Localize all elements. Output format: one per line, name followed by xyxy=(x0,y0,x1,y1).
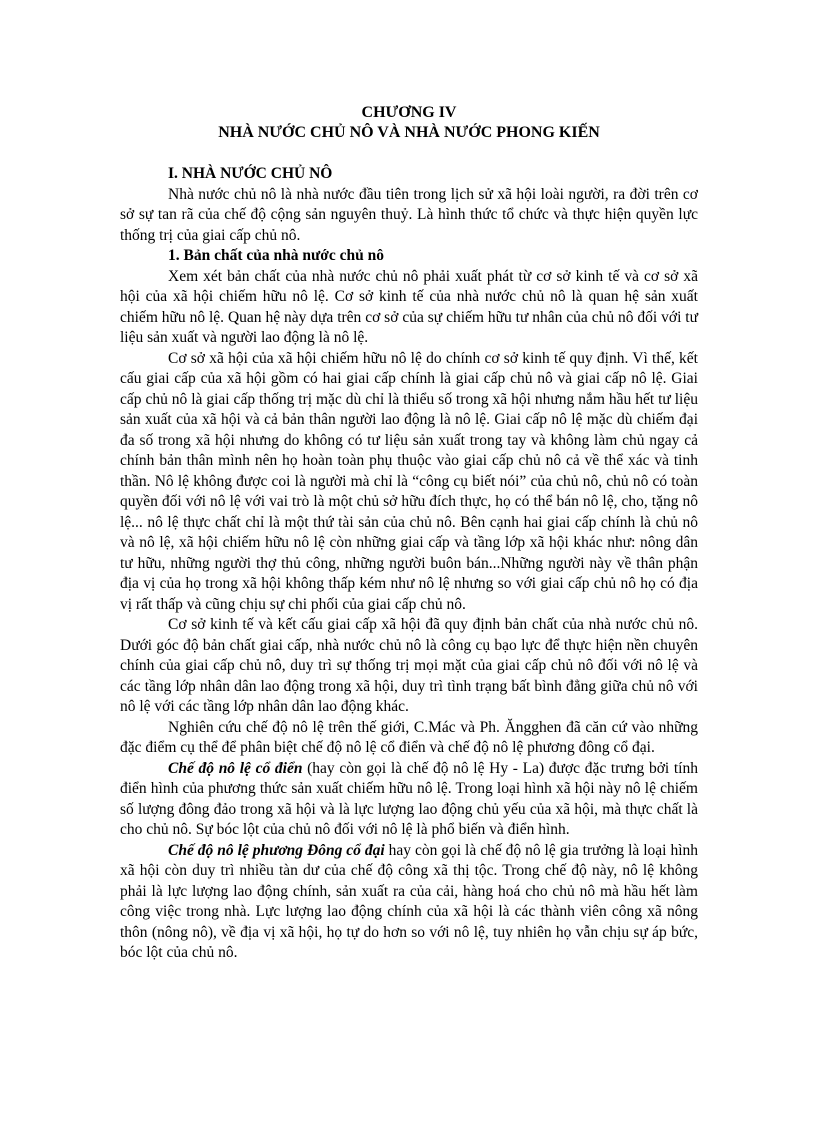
section-heading: I. NHÀ NƯỚC CHỦ NÔ xyxy=(168,165,333,182)
intro-paragraph: Nhà nước chủ nô là nhà nước đầu tiên trong lịch sử xã hội loài người, ra đời trên cơ sở sự tan rã của chế độ cộng sản nguyên thuỷ. Là hình thức tổ chức và thực hiện quyền lực thống trị của giai cấp chủ nô. xyxy=(120,185,698,244)
paragraph-social-basis: Cơ sở xã hội của xã hội chiếm hữu nô lệ do chính cơ sở kinh tế quy định. Vì thế, kết cấu giai cấp của xã hội gồm có hai giai cấp chính là giai cấp chủ nô và giai cấp nô lệ. Giai cấp chủ nô là giai cấp thống trị mặc dù chỉ là thiểu số trong xã hội nhưng nắm hầu hết tư liệu sản xuất của xã hội và cả bản thân người lao động là nô lệ. Giai cấp nô lệ mặc dù chiếm đại đa số trong xã hội nhưng do không có tư liệu sản xuất trong tay và không làm chủ ngay cả chính bản thân mình nên họ hoàn toàn phụ thuộc vào giai cấp chủ nô cả về thể xác và tinh thần. Nô lệ không được coi là người mà chỉ là “công cụ biết nói” của chủ nô, chủ nô có toàn quyền đối với nô lệ với vai trò là một chủ sở hữu đích thực, họ có thể bán nô lệ, cho, tặng nô lệ... nô lệ thực chất chỉ là một thứ tài sản của chủ nô. Bên cạnh hai giai cấp chính là chủ nô và nô lệ, xã hội chiếm hữu nô lệ còn những giai cấp và tầng lớp xã hội khác như: nông dân tư hữu, những người thợ thủ công, những người buôn bán...Những người này về thân phận địa vị của họ trong xã hội không thấp kém như nô lệ nhưng so với giai cấp chủ nô họ có địa vị rất thấp và cũng chịu sự chi phối của giai cấp chủ nô. xyxy=(120,349,698,613)
paragraph-classical-slavery xyxy=(120,759,698,841)
classical-slavery-text: (hay còn gọi là chế độ nô lệ Hy - La) được đặc trưng bởi tính điển hình của phương thức sản xuất chiếm hữu nô lệ. Trong loại hình xã hội này nô lệ chiếm số lượng đông đảo trong xã hội và là lực lượng lao động chủ yếu của xã hội, mà thực chất là cho chủ nô. Sự bóc lột của chủ nô đối với nô lệ là phổ biến và điển hình. xyxy=(120,759,698,838)
paragraph-eastern-slavery xyxy=(120,841,698,964)
chapter-number: CHƯƠNG IV xyxy=(361,104,457,121)
subheading-nature: 1. Bản chất của nhà nước chủ nô xyxy=(168,247,384,264)
eastern-slavery-text: hay còn gọi là chế độ nô lệ gia trưởng là loại hình xã hội còn duy trì nhiều tàn dư của chế độ công xã thị tộc. Trong chế độ này, nô lệ không phải là lực lượng lao động chính, sản xuất ra của cải, hàng hoá cho chủ nô mà hầu hết làm công việc trong nhà. Lực lượng lao động chính của xã hội là các thành viên công xã nông thôn (nông nô), về địa vị xã hội, họ tự do hơn so với nô lệ, tuy nhiên họ vẫn chịu sự áp bức, bóc lột của chủ nô. xyxy=(120,841,698,961)
paragraph-class-nature: Cơ sở kinh tế và kết cấu giai cấp xã hội đã quy định bản chất của nhà nước chủ nô. Dưới góc độ bản chất giai cấp, nhà nước chủ nô là công cụ bạo lực để thực hiện nền chuyên chính của giai cấp chủ nô, duy trì sự thống trị mọi mặt của giai cấp chủ nô đối với nô lệ và các tầng lớp nhân dân lao động trong xã hội, duy trì tình trạng bất bình đẳng giữa chủ nô với nô lệ với các tầng lớp nhân dân lao động khác. xyxy=(120,616,698,715)
chapter-title: NHÀ NƯỚC CHỦ NÔ VÀ NHÀ NƯỚC PHONG KIẾN xyxy=(218,124,600,141)
term-classical-slavery: Chế độ nô lệ cổ điển xyxy=(168,759,303,777)
paragraph-economic-basis: Xem xét bản chất của nhà nước chủ nô phải xuất phát từ cơ sở kinh tế và cơ sở xã hội của xã hội chiếm hữu nô lệ. Cơ sở kinh tế của nhà nước chủ nô là quan hệ sản xuất chiếm hữu nô lệ. Quan hệ này dựa trên cơ sở của sự chiếm hữu tư nhân của chủ nô đối với tư liệu sản xuất và người lao động là nô lệ. xyxy=(120,267,698,346)
term-eastern-slavery: Chế độ nô lệ phương Đông cổ đại xyxy=(168,841,385,859)
paragraph-marx-engels: Nghiên cứu chế độ nô lệ trên thế giới, C.Mác và Ph. Ăngghen đã căn cứ vào những đặc điểm cụ thể để phân biệt chế độ nô lệ cổ điển và chế độ nô lệ phương đông cổ đại. xyxy=(120,718,698,756)
